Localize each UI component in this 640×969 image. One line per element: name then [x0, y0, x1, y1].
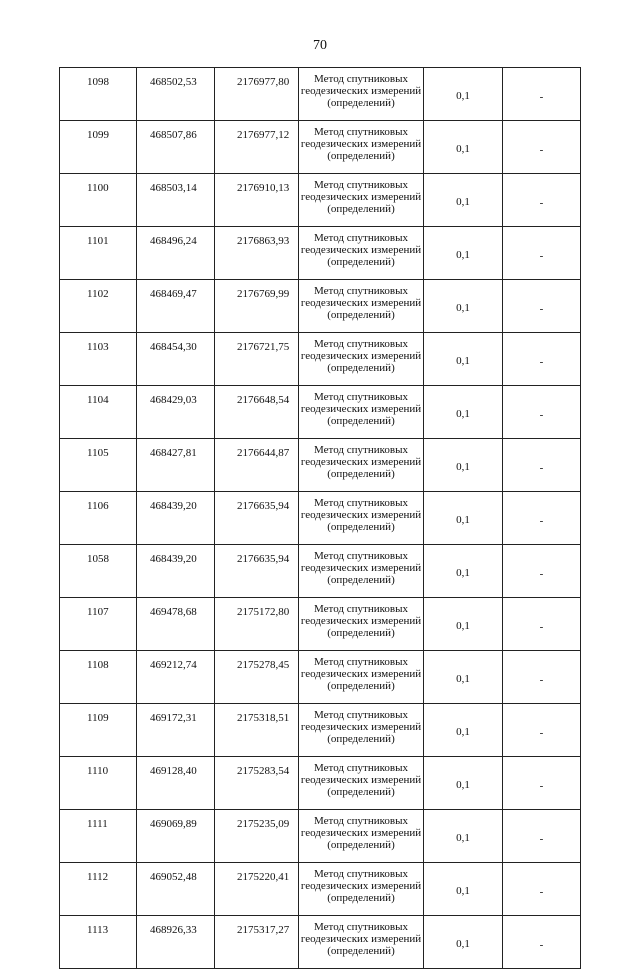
method-text-line: геодезических измерений: [300, 562, 422, 574]
x-coordinate-cell: 468507,86: [137, 121, 215, 174]
method-text-line: (определений): [327, 574, 395, 586]
accuracy-cell: 0,1: [424, 757, 503, 810]
x-coordinate-cell: 468427,81: [137, 439, 215, 492]
coordinates-table: [59, 67, 581, 969]
point-number-cell: 1101: [60, 227, 137, 280]
x-coordinate-cell: 468469,47: [137, 280, 215, 333]
table-row: [60, 863, 581, 916]
method-text-line: Метод спутниковых: [314, 603, 408, 615]
method-text-line: геодезических измерений: [300, 403, 422, 415]
note-cell: -: [503, 598, 581, 651]
accuracy-cell: 0,1: [424, 386, 503, 439]
method-text-line: геодезических измерений: [300, 668, 422, 680]
x-coordinate-cell: 469478,68: [137, 598, 215, 651]
method-cell: [299, 492, 424, 545]
note-cell: -: [503, 545, 581, 598]
accuracy-cell: 0,1: [424, 439, 503, 492]
accuracy-cell: 0,1: [424, 280, 503, 333]
method-text-line: Метод спутниковых: [314, 179, 408, 191]
point-number-cell: 1099: [60, 121, 137, 174]
point-number-cell: 1106: [60, 492, 137, 545]
point-number-cell: 1104: [60, 386, 137, 439]
accuracy-cell: 0,1: [424, 916, 503, 969]
point-number-cell: 1103: [60, 333, 137, 386]
accuracy-cell: 0,1: [424, 333, 503, 386]
note-cell: -: [503, 439, 581, 492]
method-text-line: Метод спутниковых: [314, 709, 408, 721]
table-row: [60, 598, 581, 651]
point-number-cell: 1110: [60, 757, 137, 810]
method-text-line: Метод спутниковых: [314, 550, 408, 562]
table-row: [60, 333, 581, 386]
method-text-line: геодезических измерений: [300, 827, 422, 839]
method-text-line: геодезических измерений: [300, 721, 422, 733]
method-cell: [299, 333, 424, 386]
method-text-line: (определений): [327, 97, 395, 109]
y-coordinate-cell: 2176863,93: [215, 227, 299, 280]
method-text-line: геодезических измерений: [300, 933, 422, 945]
note-cell: -: [503, 810, 581, 863]
method-text-line: Метод спутниковых: [314, 338, 408, 350]
method-text-line: Метод спутниковых: [314, 656, 408, 668]
method-text-line: геодезических измерений: [300, 509, 422, 521]
point-number-cell: 1105: [60, 439, 137, 492]
method-cell: [299, 810, 424, 863]
x-coordinate-cell: 468502,53: [137, 68, 215, 121]
method-text-line: геодезических измерений: [300, 138, 422, 150]
point-number-cell: 1100: [60, 174, 137, 227]
method-text-line: геодезических измерений: [300, 297, 422, 309]
method-text-line: (определений): [327, 415, 395, 427]
table-row: [60, 651, 581, 704]
method-text-line: геодезических измерений: [300, 456, 422, 468]
method-text-line: Метод спутниковых: [314, 762, 408, 774]
method-text-line: Метод спутниковых: [314, 391, 408, 403]
y-coordinate-cell: 2176635,94: [215, 492, 299, 545]
method-text-line: Метод спутниковых: [314, 73, 408, 85]
y-coordinate-cell: 2175172,80: [215, 598, 299, 651]
accuracy-cell: 0,1: [424, 492, 503, 545]
method-text-line: (определений): [327, 256, 395, 268]
table-row: [60, 492, 581, 545]
y-coordinate-cell: 2175283,54: [215, 757, 299, 810]
y-coordinate-cell: 2175235,09: [215, 810, 299, 863]
y-coordinate-cell: 2176721,75: [215, 333, 299, 386]
method-text-line: (определений): [327, 309, 395, 321]
point-number-cell: 1111: [60, 810, 137, 863]
note-cell: -: [503, 280, 581, 333]
method-cell: [299, 227, 424, 280]
method-text-line: геодезических измерений: [300, 880, 422, 892]
accuracy-cell: 0,1: [424, 227, 503, 280]
table-row: [60, 757, 581, 810]
method-text-line: Метод спутниковых: [314, 868, 408, 880]
x-coordinate-cell: 468439,20: [137, 492, 215, 545]
method-text-line: геодезических измерений: [300, 615, 422, 627]
method-text-line: (определений): [327, 203, 395, 215]
method-text-line: (определений): [327, 362, 395, 374]
method-cell: [299, 439, 424, 492]
accuracy-cell: 0,1: [424, 121, 503, 174]
table-row: [60, 439, 581, 492]
note-cell: -: [503, 227, 581, 280]
method-text-line: Метод спутниковых: [314, 497, 408, 509]
y-coordinate-cell: 2176910,13: [215, 174, 299, 227]
method-cell: [299, 916, 424, 969]
y-coordinate-cell: 2176769,99: [215, 280, 299, 333]
x-coordinate-cell: 469052,48: [137, 863, 215, 916]
method-text-line: (определений): [327, 521, 395, 533]
method-text-line: (определений): [327, 733, 395, 745]
note-cell: -: [503, 386, 581, 439]
note-cell: -: [503, 757, 581, 810]
method-cell: [299, 174, 424, 227]
table-row: [60, 280, 581, 333]
table-row: [60, 68, 581, 121]
method-text-line: Метод спутниковых: [314, 921, 408, 933]
note-cell: -: [503, 68, 581, 121]
x-coordinate-cell: 468429,03: [137, 386, 215, 439]
point-number-cell: 1108: [60, 651, 137, 704]
coordinates-table-body: [60, 68, 581, 969]
table-row: [60, 386, 581, 439]
table-row: [60, 545, 581, 598]
method-text-line: геодезических измерений: [300, 191, 422, 203]
accuracy-cell: 0,1: [424, 545, 503, 598]
method-text-line: Метод спутниковых: [314, 285, 408, 297]
y-coordinate-cell: 2175317,27: [215, 916, 299, 969]
method-cell: [299, 68, 424, 121]
y-coordinate-cell: 2176648,54: [215, 386, 299, 439]
accuracy-cell: 0,1: [424, 174, 503, 227]
y-coordinate-cell: 2175318,51: [215, 704, 299, 757]
y-coordinate-cell: 2176635,94: [215, 545, 299, 598]
note-cell: -: [503, 651, 581, 704]
x-coordinate-cell: 468503,14: [137, 174, 215, 227]
point-number-cell: 1102: [60, 280, 137, 333]
note-cell: -: [503, 174, 581, 227]
method-cell: [299, 545, 424, 598]
point-number-cell: 1113: [60, 916, 137, 969]
x-coordinate-cell: 469172,31: [137, 704, 215, 757]
method-text-line: (определений): [327, 468, 395, 480]
method-text-line: геодезических измерений: [300, 774, 422, 786]
x-coordinate-cell: 469069,89: [137, 810, 215, 863]
accuracy-cell: 0,1: [424, 863, 503, 916]
accuracy-cell: 0,1: [424, 810, 503, 863]
method-cell: [299, 598, 424, 651]
y-coordinate-cell: 2175278,45: [215, 651, 299, 704]
method-text-line: геодезических измерений: [300, 350, 422, 362]
x-coordinate-cell: 469212,74: [137, 651, 215, 704]
table-row: [60, 174, 581, 227]
point-number-cell: 1112: [60, 863, 137, 916]
x-coordinate-cell: 469128,40: [137, 757, 215, 810]
note-cell: -: [503, 863, 581, 916]
x-coordinate-cell: 468454,30: [137, 333, 215, 386]
method-text-line: геодезических измерений: [300, 85, 422, 97]
point-number-cell: 1107: [60, 598, 137, 651]
method-text-line: (определений): [327, 945, 395, 957]
method-text-line: (определений): [327, 839, 395, 851]
method-text-line: Метод спутниковых: [314, 444, 408, 456]
method-text-line: Метод спутниковых: [314, 232, 408, 244]
point-number-cell: 1109: [60, 704, 137, 757]
method-cell: [299, 863, 424, 916]
note-cell: -: [503, 121, 581, 174]
method-cell: [299, 757, 424, 810]
note-cell: -: [503, 333, 581, 386]
table-row: [60, 704, 581, 757]
method-cell: [299, 121, 424, 174]
method-text-line: (определений): [327, 680, 395, 692]
table-row: [60, 916, 581, 969]
accuracy-cell: 0,1: [424, 704, 503, 757]
x-coordinate-cell: 468496,24: [137, 227, 215, 280]
x-coordinate-cell: 468926,33: [137, 916, 215, 969]
point-number-cell: 1058: [60, 545, 137, 598]
method-text-line: геодезических измерений: [300, 244, 422, 256]
point-number-cell: 1098: [60, 68, 137, 121]
accuracy-cell: 0,1: [424, 68, 503, 121]
method-text-line: Метод спутниковых: [314, 126, 408, 138]
y-coordinate-cell: 2176977,12: [215, 121, 299, 174]
method-text-line: (определений): [327, 892, 395, 904]
accuracy-cell: 0,1: [424, 598, 503, 651]
method-cell: [299, 651, 424, 704]
page-number: 70: [313, 38, 327, 53]
y-coordinate-cell: 2176977,80: [215, 68, 299, 121]
table-row: [60, 121, 581, 174]
table-row: [60, 227, 581, 280]
method-text-line: (определений): [327, 150, 395, 162]
method-text-line: (определений): [327, 627, 395, 639]
table-row: [60, 810, 581, 863]
y-coordinate-cell: 2175220,41: [215, 863, 299, 916]
note-cell: -: [503, 916, 581, 969]
method-text-line: (определений): [327, 786, 395, 798]
y-coordinate-cell: 2176644,87: [215, 439, 299, 492]
method-text-line: Метод спутниковых: [314, 815, 408, 827]
note-cell: -: [503, 492, 581, 545]
method-cell: [299, 704, 424, 757]
accuracy-cell: 0,1: [424, 651, 503, 704]
method-cell: [299, 386, 424, 439]
note-cell: -: [503, 704, 581, 757]
method-cell: [299, 280, 424, 333]
x-coordinate-cell: 468439,20: [137, 545, 215, 598]
